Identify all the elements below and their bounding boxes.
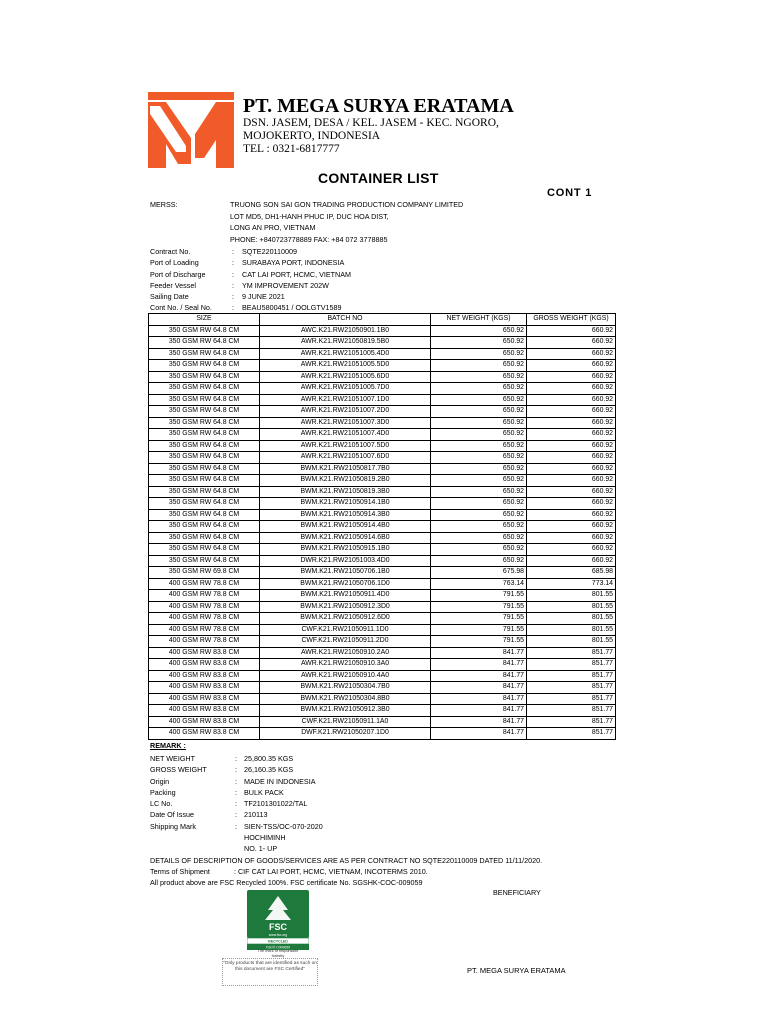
cell-gross-weight: 851.77 (527, 693, 616, 705)
cell-size: 400 GSM RW 83.8 CM (149, 670, 260, 682)
cell-net-weight: 841.77 (431, 670, 527, 682)
cell-batch-no: CWF.K21.RW21050911.2D0 (260, 636, 431, 648)
company-address: DSN. JASEM, DESA / KEL. JASEM - KEC. NGORO, MOJOKERTO, INDONESIA TEL : 0321-6817777 (243, 117, 499, 155)
shipment-details (0, 246, 768, 314)
cell-gross-weight: 660.92 (527, 475, 616, 487)
table-row (149, 567, 616, 579)
cell-gross-weight: 660.92 (527, 498, 616, 510)
fsc-products-note: All product above are FSC Recycled 100%. FSC certificate No. SGSHK-COC-009059 (150, 878, 423, 887)
cell-gross-weight: 660.92 (527, 394, 616, 406)
cell-net-weight: 650.92 (431, 394, 527, 406)
cell-net-weight: 650.92 (431, 486, 527, 498)
merss-address: TRUONG SON SAI GON TRADING PRODUCTION COMPANY LIMITED LOT MD5, DH1-HANH PHUC IP, DUC HOA DIST, LONG AN PRO, VIETNAM PHONE: +840723778889 FAX: +84 072 3778885 (230, 200, 464, 244)
cell-net-weight: 791.55 (431, 601, 527, 613)
fsc-site: www.fsc.org (268, 933, 288, 937)
cell-size: 400 GSM RW 83.8 CM (149, 682, 260, 694)
cell-batch-no: BWM.K21.RW21050819.2B0 (260, 475, 431, 487)
cell-net-weight: 650.92 (431, 429, 527, 441)
cell-net-weight: 841.77 (431, 659, 527, 671)
cell-gross-weight: 801.55 (527, 601, 616, 613)
cell-batch-no: AWR.K21.RW21051007.5D0 (260, 440, 431, 452)
cell-batch-no: BWM.K21.RW21050914.1B0 (260, 498, 431, 510)
cell-net-weight: 650.92 (431, 440, 527, 452)
cell-gross-weight: 660.92 (527, 544, 616, 556)
remark-row: GROSS WEIGHT : 26,160.35 KGS (150, 765, 294, 775)
cell-batch-no: BWM.K21.RW21050914.4B0 (260, 521, 431, 533)
table-row (149, 601, 616, 613)
remark-row: Date Of Issue : 210113 (150, 810, 268, 820)
cell-gross-weight: 660.92 (527, 521, 616, 533)
cell-gross-weight: 660.92 (527, 360, 616, 372)
cell-batch-no: AWR.K21.RW21051007.1D0 (260, 394, 431, 406)
table-row (149, 360, 616, 372)
field-row: Contract No. : SQTE220110009 (150, 247, 298, 256)
cell-batch-no: BWM.K21.RW21050304.8B0 (260, 693, 431, 705)
remark-row: LC No. : TF2101301022/TAL (150, 799, 308, 809)
table-row (149, 705, 616, 717)
cell-gross-weight: 660.92 (527, 463, 616, 475)
remark-row: NET WEIGHT : 25,800.35 KGS (150, 754, 294, 763)
table-row (149, 670, 616, 682)
beneficiary-label: BENEFICIARY (493, 888, 541, 897)
cell-gross-weight: 660.92 (527, 406, 616, 418)
table-row (149, 532, 616, 544)
cell-gross-weight: 660.92 (527, 429, 616, 441)
cell-size: 350 GSM RW 64.8 CM (149, 555, 260, 567)
cell-net-weight: 650.92 (431, 325, 527, 337)
fsc-tagline: The mark of responsible forestry (257, 949, 299, 958)
cell-net-weight: 650.92 (431, 509, 527, 521)
cell-size: 350 GSM RW 64.8 CM (149, 429, 260, 441)
cell-net-weight: 791.55 (431, 636, 527, 648)
table-row (149, 429, 616, 441)
cell-size: 350 GSM RW 64.8 CM (149, 544, 260, 556)
table-row (149, 578, 616, 590)
cell-size: 350 GSM RW 64.8 CM (149, 486, 260, 498)
cell-batch-no: BWM.K21.RW21050911.4D0 (260, 590, 431, 602)
cell-size: 350 GSM RW 64.8 CM (149, 532, 260, 544)
cell-net-weight: 650.92 (431, 475, 527, 487)
cell-size: 400 GSM RW 83.8 CM (149, 647, 260, 659)
cell-size: 350 GSM RW 64.8 CM (149, 463, 260, 475)
cell-net-weight: 841.77 (431, 705, 527, 717)
cell-gross-weight: 851.77 (527, 682, 616, 694)
page-title: CONTAINER LIST (318, 170, 439, 186)
container-table (148, 313, 616, 740)
cell-size: 350 GSM RW 64.8 CM (149, 394, 260, 406)
cell-gross-weight: 851.77 (527, 705, 616, 717)
fsc-logo-icon (247, 890, 309, 950)
cell-batch-no: AWR.K21.RW21051007.6D0 (260, 452, 431, 464)
cell-gross-weight: 851.77 (527, 647, 616, 659)
table-row (149, 647, 616, 659)
cell-size: 400 GSM RW 78.8 CM (149, 613, 260, 625)
table-header-row (149, 314, 616, 326)
cell-batch-no: BWM.K21.RW21050912.3D0 (260, 601, 431, 613)
cell-net-weight: 650.92 (431, 337, 527, 349)
fsc-recycled: RECYCLED (268, 939, 288, 944)
cell-net-weight: 650.92 (431, 532, 527, 544)
remark-row: Shipping Mark : SIEN-TSS/OC-070-2020 (150, 821, 323, 831)
column-header-size: SIZE (149, 314, 260, 326)
table-row (149, 682, 616, 694)
field-row: Port of Discharge : CAT LAI PORT, HCMC, VIETNAM (150, 269, 352, 279)
company-name: PT. MEGA SURYA ERATAMA (243, 95, 514, 117)
table-row (149, 728, 616, 740)
cell-batch-no: BWM.K21.RW21050914.6B0 (260, 532, 431, 544)
column-header-net-weight: NET WEIGHT (KGS) (431, 314, 527, 326)
cell-batch-no: AWR.K21.RW21051005.6D0 (260, 371, 431, 383)
table-row (149, 624, 616, 636)
column-header-gross-weight: GROSS WEIGHT (KGS) (527, 314, 616, 326)
cell-net-weight: 650.92 (431, 521, 527, 533)
cell-size: 400 GSM RW 78.8 CM (149, 590, 260, 602)
cell-size: 350 GSM RW 64.8 CM (149, 475, 260, 487)
cell-batch-no: BWM.K21.RW21050915.1B0 (260, 544, 431, 556)
cell-net-weight: 650.92 (431, 383, 527, 395)
cell-net-weight: 650.92 (431, 498, 527, 510)
merss-label: MERSS: (150, 200, 178, 209)
cell-net-weight: 650.92 (431, 406, 527, 418)
shipping-mark-line: NO. 1- UP (244, 844, 278, 854)
table-row (149, 636, 616, 648)
table-row (149, 716, 616, 728)
field-row: Sailing Date : 9 JUNE 2021 (150, 292, 285, 302)
cell-gross-weight: 660.92 (527, 532, 616, 544)
cell-size: 350 GSM RW 64.8 CM (149, 509, 260, 521)
cell-size: 400 GSM RW 83.8 CM (149, 659, 260, 671)
table-row (149, 486, 616, 498)
table-row (149, 383, 616, 395)
cell-net-weight: 841.77 (431, 693, 527, 705)
cell-batch-no: AWR.K21.RW21051005.4D0 (260, 348, 431, 360)
table-row (149, 394, 616, 406)
cell-size: 350 GSM RW 64.8 CM (149, 498, 260, 510)
table-row (149, 440, 616, 452)
cell-gross-weight: 660.92 (527, 348, 616, 360)
cell-size: 350 GSM RW 64.8 CM (149, 521, 260, 533)
cell-size: 350 GSM RW 64.8 CM (149, 440, 260, 452)
cell-size: 350 GSM RW 64.8 CM (149, 371, 260, 383)
cell-net-weight: 650.92 (431, 452, 527, 464)
table-row (149, 475, 616, 487)
cell-gross-weight: 660.92 (527, 325, 616, 337)
fsc-disclaimer: "Only products that are identified as such on this document are FSC Certified" (222, 958, 318, 986)
cell-batch-no: AWR.K21.RW21051005.7D0 (260, 383, 431, 395)
cell-batch-no: DWF.K21.RW21050207.1D0 (260, 728, 431, 740)
cell-net-weight: 841.77 (431, 647, 527, 659)
field-row: Cont No. / Seal No. : BEAU5800451 / OOLGTV1589 (150, 303, 342, 313)
cell-gross-weight: 660.92 (527, 417, 616, 429)
cell-size: 350 GSM RW 69.8 CM (149, 567, 260, 579)
cell-gross-weight: 851.77 (527, 659, 616, 671)
field-row: Port of Loading : SURABAYA PORT, INDONESIA (150, 258, 345, 268)
table-row (149, 406, 616, 418)
table-row (149, 371, 616, 383)
cell-batch-no: AWC.K21.RW21050901.1B0 (260, 325, 431, 337)
cell-batch-no: CWF.K21.RW21050911.1A0 (260, 716, 431, 728)
cell-size: 350 GSM RW 64.8 CM (149, 337, 260, 349)
table-row (149, 590, 616, 602)
cell-net-weight: 650.92 (431, 348, 527, 360)
terms-of-shipment: Terms of Shipment : CIF CAT LAI PORT, HCMC, VIETNAM, INCOTERMS 2010. (150, 867, 428, 876)
company-logo-icon (148, 92, 234, 168)
cell-batch-no: AWR.K21.RW21051007.3D0 (260, 417, 431, 429)
table-row (149, 509, 616, 521)
cell-net-weight: 841.77 (431, 682, 527, 694)
cell-batch-no: AWR.K21.RW21051007.4D0 (260, 429, 431, 441)
cell-size: 400 GSM RW 78.8 CM (149, 578, 260, 590)
container-number-label: CONT 1 (547, 187, 593, 199)
cell-gross-weight: 660.92 (527, 383, 616, 395)
column-header-batch: BATCH NO (260, 314, 431, 326)
cell-gross-weight: 660.92 (527, 509, 616, 521)
cell-size: 400 GSM RW 83.8 CM (149, 693, 260, 705)
remark-fields (0, 753, 768, 855)
cell-net-weight: 650.92 (431, 360, 527, 372)
cell-batch-no: CWF.K21.RW21050911.1D0 (260, 624, 431, 636)
table-row (149, 544, 616, 556)
cell-gross-weight: 660.92 (527, 371, 616, 383)
cell-batch-no: AWR.K21.RW21051007.2D0 (260, 406, 431, 418)
cell-size: 350 GSM RW 64.8 CM (149, 383, 260, 395)
cell-batch-no: AWR.K21.RW21051005.5D0 (260, 360, 431, 372)
cell-size: 350 GSM RW 64.8 CM (149, 406, 260, 418)
cell-gross-weight: 851.77 (527, 728, 616, 740)
remark-row: Packing : BULK PACK (150, 787, 284, 797)
cell-size: 400 GSM RW 83.8 CM (149, 705, 260, 717)
cell-net-weight: 650.92 (431, 463, 527, 475)
cell-size: 400 GSM RW 78.8 CM (149, 601, 260, 613)
table-row (149, 463, 616, 475)
cell-gross-weight: 660.92 (527, 486, 616, 498)
cell-batch-no: DWR.K21.RW21051003.4D0 (260, 555, 431, 567)
cell-batch-no: BWM.K21.RW21050912.6D0 (260, 613, 431, 625)
details-note: DETAILS OF DESCRIPTION OF GOODS/SERVICES ARE AS PER CONTRACT NO SQTE220110009 DATED 11/11/2020. (150, 856, 543, 865)
field-row: Feeder Vessel : YM IMPROVEMENT 202W (150, 280, 329, 290)
cell-size: 350 GSM RW 64.8 CM (149, 452, 260, 464)
table-row (149, 555, 616, 567)
fsc-logo-text: FSC (269, 922, 287, 932)
cell-gross-weight: 801.55 (527, 636, 616, 648)
cell-gross-weight: 685.98 (527, 567, 616, 579)
table-row (149, 693, 616, 705)
table-row (149, 337, 616, 349)
cell-gross-weight: 851.77 (527, 716, 616, 728)
cell-net-weight: 675.98 (431, 567, 527, 579)
cell-batch-no: BWM.K21.RW21050914.3B0 (260, 509, 431, 521)
remark-row: Origin : MADE IN INDONESIA (150, 776, 316, 786)
cell-net-weight: 841.77 (431, 716, 527, 728)
cell-net-weight: 791.55 (431, 613, 527, 625)
table-row (149, 348, 616, 360)
cell-batch-no: BWM.K21.RW21050304.7B0 (260, 682, 431, 694)
cell-net-weight: 650.92 (431, 544, 527, 556)
cell-gross-weight: 801.55 (527, 613, 616, 625)
cell-net-weight: 763.14 (431, 578, 527, 590)
cell-size: 350 GSM RW 64.8 CM (149, 325, 260, 337)
fsc-code: FSC® C009059 (266, 945, 290, 950)
cell-gross-weight: 660.92 (527, 555, 616, 567)
table-row (149, 521, 616, 533)
cell-size: 350 GSM RW 64.8 CM (149, 348, 260, 360)
cell-size: 400 GSM RW 78.8 CM (149, 624, 260, 636)
cell-gross-weight: 851.77 (527, 670, 616, 682)
table-row (149, 452, 616, 464)
cell-gross-weight: 801.55 (527, 590, 616, 602)
cell-batch-no: AWR.K21.RW21050819.5B0 (260, 337, 431, 349)
cell-gross-weight: 773.14 (527, 578, 616, 590)
table-row (149, 613, 616, 625)
cell-net-weight: 650.92 (431, 555, 527, 567)
cell-gross-weight: 660.92 (527, 440, 616, 452)
cell-batch-no: BWM.K21.RW21050912.3B0 (260, 705, 431, 717)
cell-net-weight: 791.55 (431, 590, 527, 602)
cell-size: 400 GSM RW 83.8 CM (149, 716, 260, 728)
cell-size: 350 GSM RW 64.8 CM (149, 417, 260, 429)
cell-batch-no: BWM.K21.RW21050819.3B0 (260, 486, 431, 498)
cell-batch-no: AWR.K21.RW21050910.4A0 (260, 670, 431, 682)
table-row (149, 325, 616, 337)
cell-batch-no: BWM.K21.RW21050706.1D0 (260, 578, 431, 590)
cell-gross-weight: 801.55 (527, 624, 616, 636)
signatory-company: PT. MEGA SURYA ERATAMA (467, 966, 566, 975)
table-row (149, 498, 616, 510)
cell-size: 400 GSM RW 83.8 CM (149, 728, 260, 740)
cell-size: 400 GSM RW 78.8 CM (149, 636, 260, 648)
table-row (149, 417, 616, 429)
cell-batch-no: AWR.K21.RW21050910.2A0 (260, 647, 431, 659)
remark-title: REMARK : (150, 741, 186, 750)
cell-batch-no: BWM.K21.RW21050706.1B0 (260, 567, 431, 579)
cell-net-weight: 650.92 (431, 371, 527, 383)
cell-batch-no: BWM.K21.RW21050817.7B0 (260, 463, 431, 475)
cell-gross-weight: 660.92 (527, 452, 616, 464)
table-body (149, 325, 616, 739)
cell-batch-no: AWR.K21.RW21050910.3A0 (260, 659, 431, 671)
cell-net-weight: 841.77 (431, 728, 527, 740)
shipping-mark-line: HOCHIMINH (244, 833, 286, 843)
table-row (149, 659, 616, 671)
cell-gross-weight: 660.92 (527, 337, 616, 349)
cell-size: 350 GSM RW 64.8 CM (149, 360, 260, 372)
cell-net-weight: 791.55 (431, 624, 527, 636)
cell-net-weight: 650.92 (431, 417, 527, 429)
